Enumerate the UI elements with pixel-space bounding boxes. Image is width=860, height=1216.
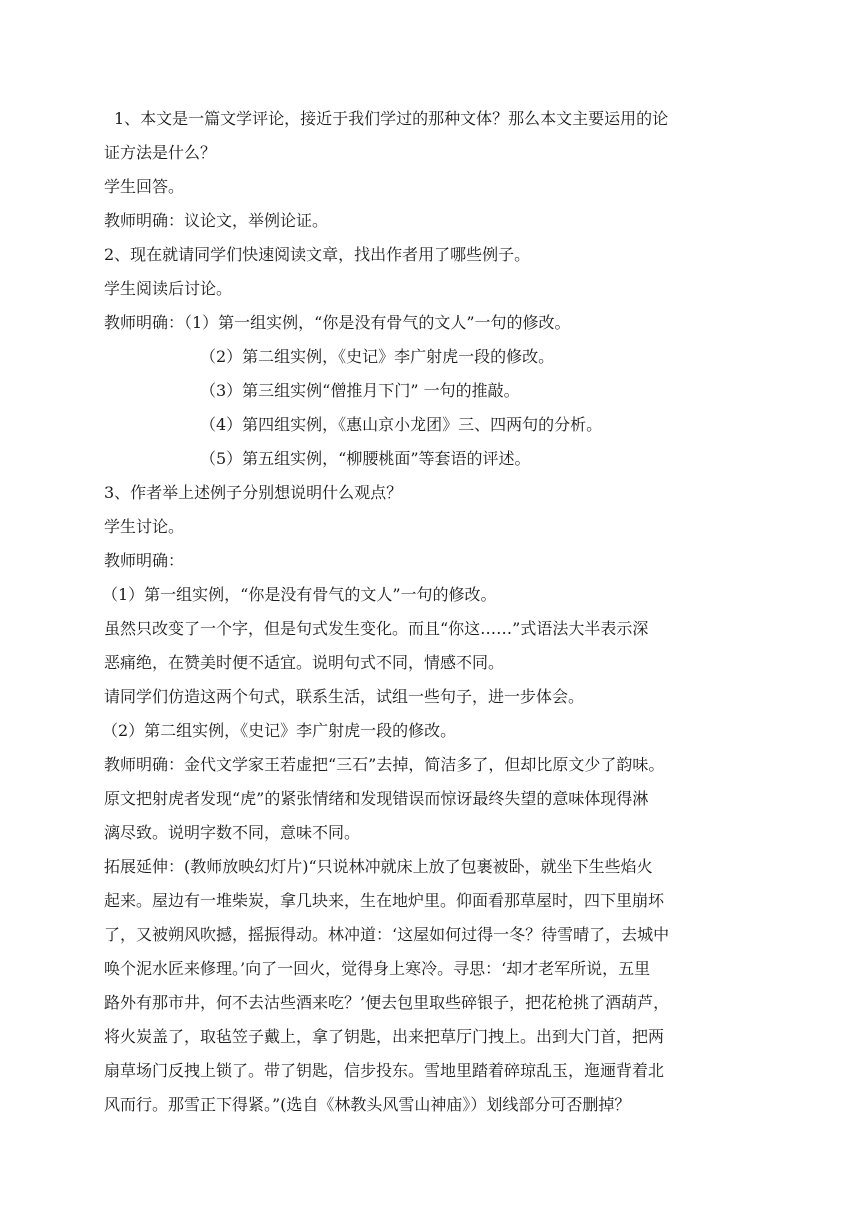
text-line: 了，又被朔风吹撼，摇振得动。林冲道：‘这屋如何过得一冬？待雪晴了，去城中 bbox=[104, 925, 670, 944]
text-line: 学生讨论。 bbox=[104, 517, 185, 536]
text-line: （5）第五组实例，“柳腰桃面”等套语的评述。 bbox=[200, 449, 531, 468]
text-line: 教师明确：（1）第一组实例，“你是没有骨气的文人”一句的修改。 bbox=[104, 313, 571, 332]
text-line: （4）第四组实例，《惠山京小龙团》三、四两句的分析。 bbox=[200, 415, 603, 434]
text-line: 2、现在就请同学们快速阅读文章，找出作者用了哪些例子。 bbox=[104, 245, 531, 264]
text-line: 将火炭盖了，取毡笠子戴上，拿了钥匙，出来把草厅门拽上。出到大门首，把两 bbox=[104, 1027, 665, 1046]
text-line: 学生阅读后讨论。 bbox=[104, 279, 233, 298]
document-body bbox=[104, 102, 764, 1122]
text-line: 恶痛绝，在赞美时便不适宜。说明句式不同，情感不同。 bbox=[104, 653, 505, 672]
text-line: 请同学们仿造这两个句式，联系生活，试组一些句子，进一步体会。 bbox=[104, 687, 585, 706]
text-line: 唤个泥水匠来修理。’向了一回火，觉得身上寒冷。寻思：‘却才老军所说，五里 bbox=[104, 959, 651, 978]
text-line: 原文把射虎者发现“虎”的紧张情绪和发现错误而惊讶最终失望的意味体现得淋 bbox=[104, 789, 649, 808]
text-line: 路外有那市井，何不去沽些酒来吃？’便去包里取些碎银子，把花枪挑了酒葫芦， bbox=[104, 993, 670, 1012]
text-line: （1）第一组实例，“你是没有骨气的文人”一句的修改。 bbox=[102, 585, 497, 604]
text-line: 1、本文是一篇文学评论，接近于我们学过的那种文体？那么本文主要运用的论 bbox=[114, 109, 669, 128]
text-line: （2）第二组实例，《史记》李广射虎一段的修改。 bbox=[102, 721, 457, 740]
text-line: 3、作者举上述例子分别想说明什么观点？ bbox=[104, 483, 403, 502]
text-line: 扇草场门反拽上锁了。带了钥匙，信步投东。雪地里踏着碎琼乱玉，迤逦背着北 bbox=[104, 1061, 665, 1080]
text-line: 漓尽致。说明字数不同，意味不同。 bbox=[104, 823, 361, 842]
text-line: 教师明确： bbox=[104, 551, 185, 570]
text-line: 拓展延伸：(教师放映幻灯片)“只说林冲就床上放了包裹被卧，就坐下生些焰火 bbox=[104, 857, 653, 876]
text-line: （2）第二组实例，《史记》李广射虎一段的修改。 bbox=[200, 347, 555, 366]
text-line: 学生回答。 bbox=[104, 177, 185, 196]
text-line: 教师明确：议论文，举例论证。 bbox=[104, 211, 329, 230]
text-line: 教师明确：金代文学家王若虚把“三石”去掉，简洁多了，但却比原文少了韵味。 bbox=[104, 755, 665, 774]
text-line: 风而行。那雪正下得紧。”(选自《林教头风雪山神庙》）划线部分可否删掉？ bbox=[104, 1095, 631, 1114]
text-line: （3）第三组实例“僧推月下门” 一句的推敲。 bbox=[200, 381, 520, 400]
text-line: 起来。屋边有一堆柴炭，拿几块来，生在地炉里。仰面看那草屋时，四下里崩坏 bbox=[104, 891, 665, 910]
text-line: 证方法是什么？ bbox=[104, 143, 217, 162]
text-line: 虽然只改变了一个字，但是句式发生变化。而且“你这……”式语法大半表示深 bbox=[104, 619, 649, 638]
